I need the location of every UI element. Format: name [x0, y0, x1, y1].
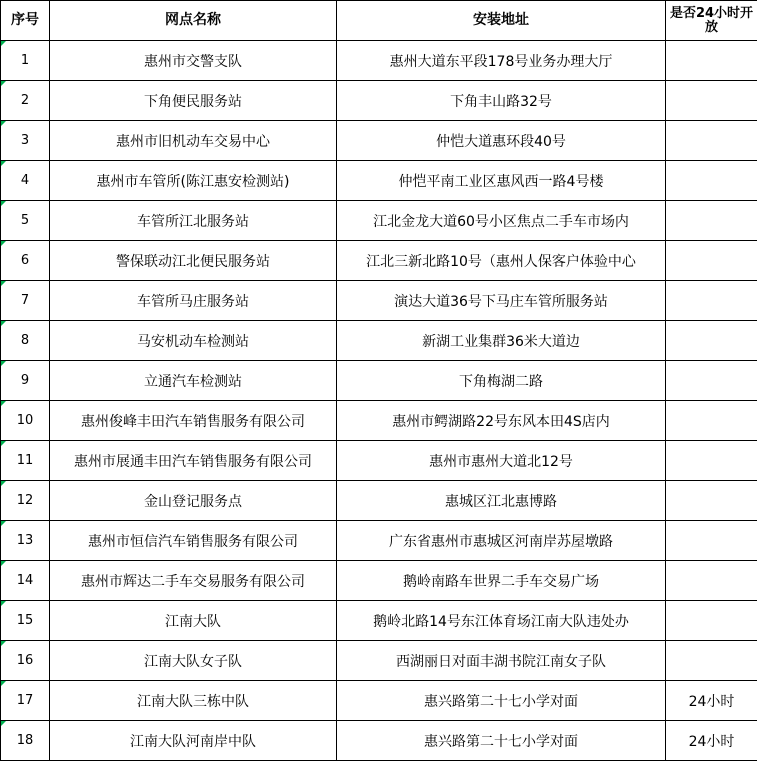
cell-text: 惠州市惠州大道北12号: [429, 453, 573, 470]
row-open24-cell[interactable]: [666, 361, 757, 401]
row-name-cell[interactable]: [50, 401, 337, 441]
row-open24-cell[interactable]: [666, 601, 757, 641]
table-row: [1, 121, 757, 161]
row-index-cell[interactable]: [1, 81, 50, 121]
error-indicator-icon: [1, 361, 6, 366]
cell-text: 16: [16, 653, 34, 668]
error-indicator-icon: [1, 281, 6, 286]
error-indicator-icon: [1, 441, 6, 446]
cell-text: 4: [20, 173, 30, 188]
row-index-cell[interactable]: [1, 241, 50, 281]
cell-text: 西湖丽日对面丰湖书院江南女子队: [396, 653, 606, 670]
row-name-cell[interactable]: [50, 641, 337, 681]
row-open24-cell[interactable]: [666, 721, 757, 761]
error-indicator-icon: [1, 241, 6, 246]
table-row: [1, 281, 757, 321]
row-open24-cell[interactable]: [666, 321, 757, 361]
row-address-cell[interactable]: [337, 641, 666, 681]
error-indicator-icon: [1, 601, 6, 606]
row-open24-cell[interactable]: [666, 241, 757, 281]
row-address-cell[interactable]: [337, 441, 666, 481]
cell-text: 14: [16, 573, 34, 588]
cell-text: 17: [16, 693, 34, 708]
table-row: [1, 201, 757, 241]
row-name-cell[interactable]: [50, 201, 337, 241]
row-address-cell[interactable]: [337, 321, 666, 361]
row-address-cell[interactable]: [337, 241, 666, 281]
table-row: [1, 521, 757, 561]
row-name-cell[interactable]: [50, 241, 337, 281]
row-name-cell[interactable]: [50, 721, 337, 761]
row-address-cell[interactable]: [337, 481, 666, 521]
cell-text: 车管所马庄服务站: [137, 293, 249, 310]
cell-text: 惠州市展通丰田汽车销售服务有限公司: [74, 453, 312, 470]
row-open24-cell[interactable]: [666, 121, 757, 161]
row-address-cell[interactable]: [337, 561, 666, 601]
error-indicator-icon: [1, 401, 6, 406]
row-name-cell[interactable]: [50, 321, 337, 361]
cell-text: 7: [20, 293, 30, 308]
row-address-cell[interactable]: [337, 121, 666, 161]
cell-text: 江南大队河南岸中队: [130, 733, 256, 750]
row-open24-cell[interactable]: [666, 641, 757, 681]
error-indicator-icon: [1, 161, 6, 166]
cell-text: 惠州市旧机动车交易中心: [116, 133, 270, 150]
error-indicator-icon: [1, 521, 6, 526]
error-indicator-icon: [1, 321, 6, 326]
row-open24-cell[interactable]: [666, 41, 757, 81]
table-row: [1, 601, 757, 641]
table-body: [1, 41, 757, 761]
table-row: [1, 401, 757, 441]
row-index-cell[interactable]: [1, 561, 50, 601]
row-index-cell[interactable]: [1, 401, 50, 441]
table-row: [1, 721, 757, 761]
row-name-cell[interactable]: [50, 121, 337, 161]
cell-text: 演达大道36号下马庄车管所服务站: [394, 293, 608, 310]
table-row: [1, 161, 757, 201]
row-open24-cell[interactable]: [666, 281, 757, 321]
error-indicator-icon: [1, 201, 6, 206]
table-row: [1, 561, 757, 601]
cell-text: 惠州市交警支队: [144, 53, 242, 70]
cell-text: 惠州市恒信汽车销售服务有限公司: [88, 533, 298, 550]
cell-text: 2: [20, 93, 30, 108]
cell-text: 江南大队三栋中队: [137, 693, 249, 710]
cell-text: 12: [16, 493, 34, 508]
row-address-cell[interactable]: [337, 201, 666, 241]
cell-text: 24小时: [688, 733, 735, 750]
cell-text: 18: [16, 733, 34, 748]
table-row: [1, 681, 757, 721]
cell-text: 立通汽车检测站: [144, 373, 242, 390]
cell-text: 9: [20, 373, 30, 388]
cell-text: 新湖工业集群36米大道边: [422, 333, 580, 350]
row-open24-cell[interactable]: [666, 401, 757, 441]
row-index-cell[interactable]: [1, 681, 50, 721]
row-index-cell[interactable]: [1, 641, 50, 681]
table-row: [1, 321, 757, 361]
row-open24-cell[interactable]: [666, 561, 757, 601]
cell-text: 下角便民服务站: [144, 93, 242, 110]
cell-text: 仲恺平南工业区惠风西一路4号楼: [398, 173, 604, 190]
cell-text: 惠兴路第二十七小学对面: [424, 733, 578, 750]
cell-text: 24小时: [688, 693, 735, 710]
row-name-cell[interactable]: [50, 441, 337, 481]
header-address: 安装地址: [337, 1, 666, 41]
row-name-cell[interactable]: [50, 601, 337, 641]
cell-text: 警保联动江北便民服务站: [116, 253, 270, 270]
cell-text: 惠州大道东平段178号业务办理大厅: [389, 53, 613, 70]
row-address-cell[interactable]: [337, 161, 666, 201]
cell-text: 8: [20, 333, 30, 348]
error-indicator-icon: [1, 561, 6, 566]
row-address-cell[interactable]: [337, 41, 666, 81]
cell-text: 10: [16, 413, 34, 428]
row-index-cell[interactable]: [1, 481, 50, 521]
table-row: [1, 361, 757, 401]
row-name-cell[interactable]: [50, 41, 337, 81]
row-address-cell[interactable]: [337, 281, 666, 321]
row-name-cell[interactable]: [50, 561, 337, 601]
cell-text: 下角梅湖二路: [459, 373, 543, 390]
cell-text: 下角丰山路32号: [450, 93, 552, 110]
cell-text: 金山登记服务点: [144, 493, 242, 510]
row-name-cell[interactable]: [50, 281, 337, 321]
cell-text: 惠兴路第二十七小学对面: [424, 693, 578, 710]
row-name-cell[interactable]: [50, 81, 337, 121]
table-row: [1, 241, 757, 281]
row-open24-cell[interactable]: [666, 201, 757, 241]
header-index: 序号: [1, 1, 50, 41]
row-name-cell[interactable]: [50, 361, 337, 401]
cell-text: 广东省惠州市惠城区河南岸苏屋墩路: [389, 533, 613, 550]
cell-text: 鹅岭北路14号东江体育场江南大队违处办: [373, 613, 629, 630]
error-indicator-icon: [1, 681, 6, 686]
row-address-cell[interactable]: [337, 81, 666, 121]
row-open24-cell[interactable]: [666, 81, 757, 121]
error-indicator-icon: [1, 481, 6, 486]
row-index-cell[interactable]: [1, 521, 50, 561]
row-index-cell[interactable]: [1, 201, 50, 241]
row-name-cell[interactable]: [50, 521, 337, 561]
row-address-cell[interactable]: [337, 361, 666, 401]
row-address-cell[interactable]: [337, 601, 666, 641]
error-indicator-icon: [1, 121, 6, 126]
cell-text: 惠城区江北惠博路: [445, 493, 557, 510]
row-index-cell[interactable]: [1, 441, 50, 481]
cell-text: 车管所江北服务站: [137, 213, 249, 230]
row-name-cell[interactable]: [50, 481, 337, 521]
table-row: [1, 641, 757, 681]
row-address-cell[interactable]: [337, 721, 666, 761]
header-open24: 是否24小时开放: [666, 1, 757, 41]
error-indicator-icon: [1, 41, 6, 46]
table-row: [1, 81, 757, 121]
row-index-cell[interactable]: [1, 121, 50, 161]
row-address-cell[interactable]: [337, 521, 666, 561]
cell-text: 13: [16, 533, 34, 548]
row-open24-cell[interactable]: [666, 681, 757, 721]
row-name-cell[interactable]: [50, 161, 337, 201]
cell-text: 马安机动车检测站: [137, 333, 249, 350]
cell-text: 惠州俊峰丰田汽车销售服务有限公司: [81, 413, 305, 430]
cell-text: 15: [16, 613, 34, 628]
row-address-cell[interactable]: [337, 681, 666, 721]
row-open24-cell[interactable]: [666, 441, 757, 481]
header-row: [1, 1, 757, 41]
error-indicator-icon: [1, 721, 6, 726]
table-row: [1, 41, 757, 81]
row-index-cell[interactable]: [1, 281, 50, 321]
cell-text: 江北金龙大道60号小区焦点二手车市场内: [373, 213, 629, 230]
header-name: 网点名称: [50, 1, 337, 41]
cell-text: 江南大队女子队: [144, 653, 242, 670]
cell-text: 江北三新北路10号（惠州人保客户体验中心: [366, 253, 636, 270]
cell-text: 惠州市辉达二手车交易服务有限公司: [81, 573, 305, 590]
row-open24-cell[interactable]: [666, 521, 757, 561]
table-row: [1, 441, 757, 481]
cell-text: 11: [16, 453, 34, 468]
cell-text: 鹅岭南路车世界二手车交易广场: [403, 573, 599, 590]
cell-text: 惠州市鳄湖路22号东风本田4S店内: [392, 413, 610, 430]
cell-text: 1: [20, 53, 30, 68]
row-open24-cell[interactable]: [666, 481, 757, 521]
table-row: [1, 481, 757, 521]
row-index-cell[interactable]: [1, 721, 50, 761]
cell-text: 江南大队: [165, 613, 221, 630]
row-address-cell[interactable]: [337, 401, 666, 441]
cell-text: 5: [20, 213, 30, 228]
error-indicator-icon: [1, 641, 6, 646]
row-open24-cell[interactable]: [666, 161, 757, 201]
row-index-cell[interactable]: [1, 361, 50, 401]
cell-text: 仲恺大道惠环段40号: [436, 133, 566, 150]
row-index-cell[interactable]: [1, 41, 50, 81]
row-name-cell[interactable]: [50, 681, 337, 721]
cell-text: 6: [20, 253, 30, 268]
error-indicator-icon: [1, 81, 6, 86]
cell-text: 3: [20, 133, 30, 148]
row-index-cell[interactable]: [1, 161, 50, 201]
row-index-cell[interactable]: [1, 321, 50, 361]
row-index-cell[interactable]: [1, 601, 50, 641]
cell-text: 惠州市车管所(陈江惠安检测站): [96, 173, 290, 190]
